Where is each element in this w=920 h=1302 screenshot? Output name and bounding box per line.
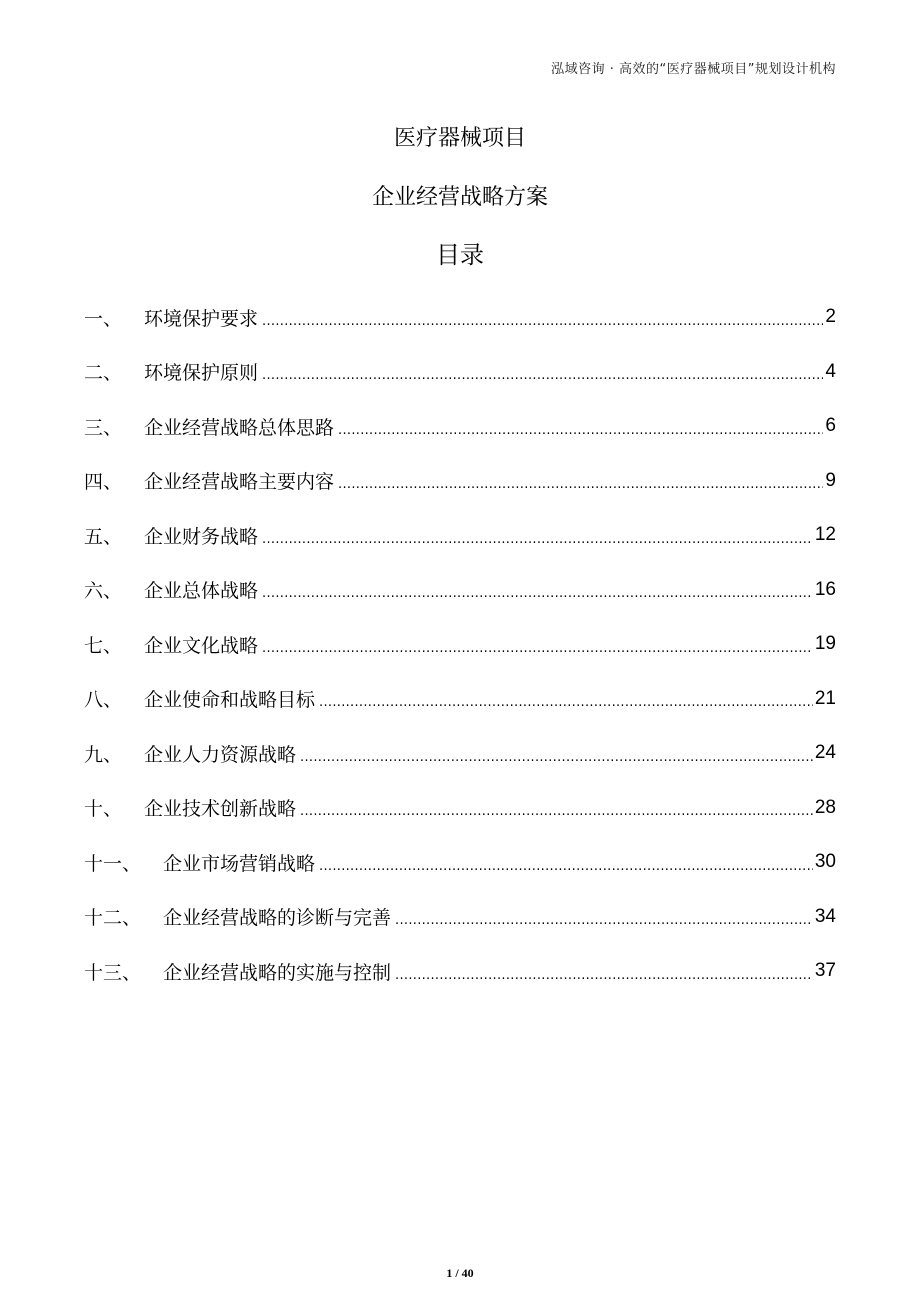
toc-entry-number: 十二、 [84,907,142,930]
toc-entry-number: 六、 [84,580,123,603]
toc-dot-leader [319,859,813,874]
toc-dot-leader [262,641,813,656]
toc-entry-page: 34 [814,905,836,927]
toc-entry[interactable] [84,508,836,563]
toc-entry-label: 企业经营战略的实施与控制 [163,961,392,984]
toc-entry-label: 企业财务战略 [144,525,259,548]
toc-entry-number: 七、 [84,634,123,657]
toc-entry-page: 2 [825,306,836,328]
toc-entry-label: 企业人力资源战略 [144,743,297,766]
toc-entry-label: 企业总体战略 [144,580,259,603]
toc-entry-number: 五、 [84,525,123,548]
toc-entry-number: 十、 [84,798,123,821]
toc-entry[interactable] [84,781,836,836]
toc-entry-label: 企业经营战略总体思路 [144,416,335,439]
document-title: 医疗器械项目 [393,126,526,151]
header-note: 泓域咨询 · 高效的“医疗器械项目”规划设计机构 [551,62,836,77]
toc-entry[interactable] [84,672,836,727]
toc-entry-label: 企业文化战略 [144,634,259,657]
toc-entry-page: 9 [825,469,836,491]
toc-dot-leader [300,750,813,765]
toc-entry-number: 二、 [84,362,123,385]
toc-dot-leader [395,913,813,928]
toc-entry-label: 环境保护原则 [144,362,259,385]
toc-entry-number: 十一、 [84,852,142,875]
page-number: 1 / 40 [446,1266,474,1280]
toc-entry-page: 37 [814,960,836,982]
toc-entry-page: 28 [814,796,836,818]
toc-entry-label: 企业经营战略的诊断与完善 [163,907,392,930]
toc-entry[interactable] [84,617,836,672]
table-of-contents [84,290,836,999]
toc-entry[interactable] [84,835,836,890]
toc-entry-label: 企业使命和战略目标 [144,689,316,712]
toc-entry[interactable] [84,454,836,509]
toc-entry-page: 19 [814,633,836,655]
toc-entry[interactable] [84,290,836,345]
toc-dot-leader [262,586,813,601]
toc-entry-page: 30 [814,851,836,873]
toc-entry-number: 四、 [84,471,123,494]
toc-entry-label: 企业技术创新战略 [144,798,297,821]
toc-entry-label: 环境保护要求 [144,307,259,330]
toc-entry-number: 十三、 [84,961,142,984]
toc-entry[interactable] [84,944,836,999]
toc-dot-leader [262,314,823,329]
toc-dot-leader [262,368,823,383]
toc-heading: 目录 [436,241,484,269]
toc-dot-leader [262,532,813,547]
toc-entry-page: 24 [814,742,836,764]
toc-dot-leader [338,477,823,492]
toc-entry-page: 21 [814,687,836,709]
toc-dot-leader [338,423,823,438]
document-subtitle: 企业经营战略方案 [371,185,548,210]
toc-entry-number: 九、 [84,743,123,766]
toc-dot-leader [319,695,813,710]
toc-entry[interactable] [84,890,836,945]
toc-entry[interactable] [84,399,836,454]
toc-entry-label: 企业经营战略主要内容 [144,471,335,494]
toc-entry-number: 八、 [84,689,123,712]
toc-entry-page: 6 [825,415,836,437]
toc-dot-leader [300,804,813,819]
toc-dot-leader [395,968,813,983]
toc-entry-number: 一、 [84,307,123,330]
toc-entry[interactable] [84,563,836,618]
toc-entry[interactable] [84,726,836,781]
toc-entry-page: 4 [825,360,836,382]
toc-entry-page: 16 [814,578,836,600]
toc-entry-number: 三、 [84,416,123,439]
toc-entry-page: 12 [814,524,836,546]
toc-entry-label: 企业市场营销战略 [163,852,316,875]
toc-entry[interactable] [84,345,836,400]
